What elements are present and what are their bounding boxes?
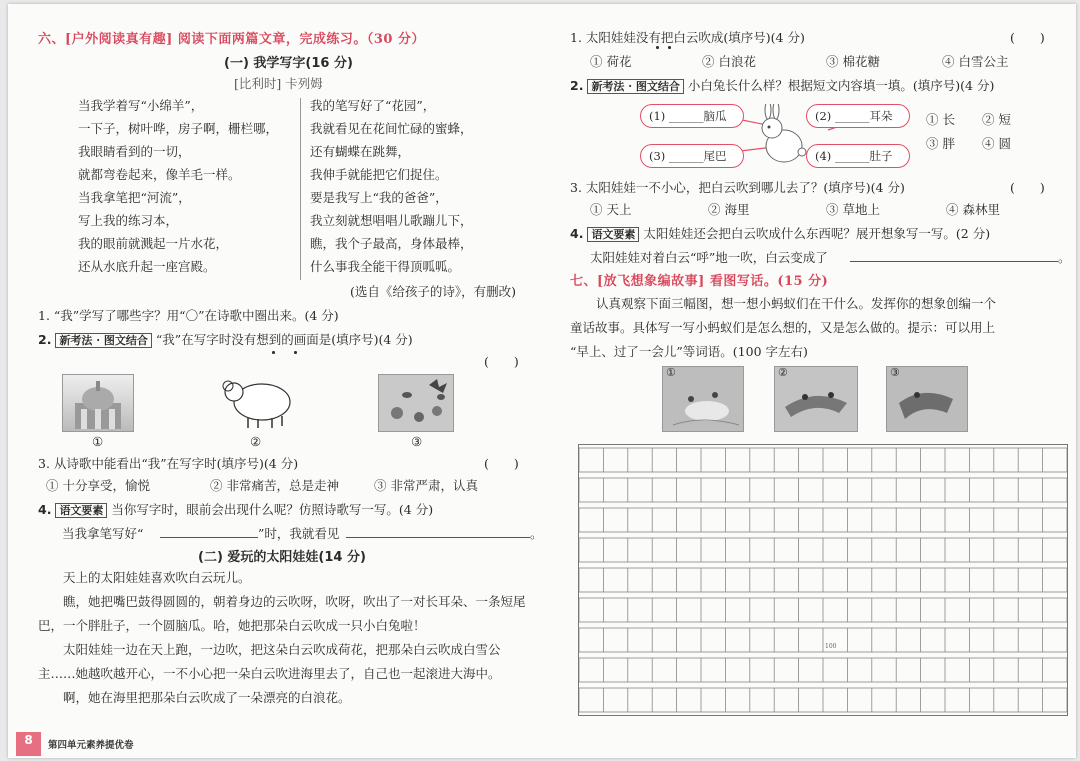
- emphasis-dot: [272, 351, 275, 354]
- question-2-text: “我”在写字时没有想到的画面是(填序号)(4 分): [155, 332, 413, 347]
- r-question-4: 4. 语文要素 太阳娃娃还会把白云吹成什么东西呢？展开想象写一写。(2 分): [570, 226, 991, 241]
- answer-line[interactable]: [160, 537, 258, 538]
- rabbit-icon: [754, 104, 808, 168]
- r-question-1: 1. 太阳娃娃没有把白云吹成(填序号)(4 分): [570, 30, 805, 45]
- option: ② 短: [982, 112, 1011, 127]
- exam-page: [8, 4, 1076, 758]
- garden-icon: [379, 375, 453, 431]
- option: ③ 非常严肃，认真: [374, 478, 478, 493]
- fill-b: ”时，我就看见: [258, 526, 340, 541]
- emphasis-dot: [294, 351, 297, 354]
- pic-label: ③: [890, 366, 900, 379]
- poem-line: 就都弯卷起来，像羊毛一样。: [78, 167, 241, 182]
- poem-line: 瞧，我个子最高，身体最棒，: [310, 236, 473, 251]
- option: ① 天上: [590, 202, 632, 217]
- story-paragraph: 啊，她在海里把那朵白云吹成了一朵漂亮的白浪花。: [63, 690, 351, 705]
- emphasis-dot: [656, 46, 659, 49]
- question-2: 2. 新考法 · 图文结合 “我”在写字时没有想到的画面是(填序号)(4 分): [38, 332, 413, 347]
- section7-title: 七、[放飞想象编故事] 看图写话。(15 分): [570, 274, 829, 289]
- sheep-image: [218, 370, 298, 434]
- palace-image: [62, 374, 134, 432]
- grid-lines: [579, 445, 1067, 715]
- r-question-2: 2. 新考法 · 图文结合 小白兔长什么样？根据短文内容填一填。(填序号)(4 分): [570, 78, 995, 93]
- pic-label: ③: [411, 434, 423, 449]
- poem-line: 我的笔写好了“花园”，: [310, 98, 436, 113]
- instruction-line: 认真观察下面三幅图，想一想小蚂蚁们在干什么。发挥你的想象创编一个: [596, 296, 997, 311]
- section7-instructions: [570, 292, 1070, 364]
- poem-line: 我眼睛看到的一切，: [78, 144, 191, 159]
- question-tag: 新考法 · 图文结合: [587, 79, 684, 94]
- answer-paren[interactable]: ( ): [1010, 180, 1045, 195]
- poem-line: 当我拿笔把“河流”，: [78, 190, 191, 205]
- answer-line[interactable]: [346, 537, 530, 538]
- r-question-2-text: 小白兔长什么样？根据短文内容填一填。(填序号)(4 分): [687, 78, 995, 93]
- poem-line: 要是我写上“我的爸爸”，: [310, 190, 448, 205]
- option: ④ 白雪公主: [942, 54, 1009, 69]
- poem-line: 还有蝴蝶在跳舞，: [310, 144, 411, 159]
- emphasis-dot: [668, 46, 671, 49]
- instruction-line: “早上、过了一会儿”等词语。(100 字左右): [570, 344, 808, 359]
- option: ① 荷花: [590, 54, 632, 69]
- bubble-belly[interactable]: (4) ______肚子: [806, 144, 910, 168]
- poem-left: [78, 94, 278, 278]
- poem-line: 什么事我全能干得顶呱呱。: [310, 259, 461, 274]
- answer-paren[interactable]: ( ): [484, 456, 519, 471]
- option: ③ 草地上: [826, 202, 880, 217]
- r-fill: 太阳娃娃对着白云“呼”地一吹，白云变成了: [590, 250, 828, 265]
- sheep-icon: [218, 370, 298, 430]
- instruction-line: 童话故事。具体写一写小蚂蚁们是怎么想的，又是怎么做的。提示：可以用上: [570, 320, 996, 335]
- bubble-ears[interactable]: (2) ______耳朵: [806, 104, 910, 128]
- option: ③ 胖: [926, 136, 955, 151]
- poem-source: (选自《给孩子的诗》，有删改): [350, 284, 517, 299]
- page-number: 8: [24, 733, 33, 747]
- bubble-tail[interactable]: (3) ______尾巴: [640, 144, 744, 168]
- poem-line: 我的眼前就溅起一片水花，: [78, 236, 229, 251]
- option: ② 海里: [708, 202, 750, 217]
- question-tag: 语文要素: [55, 503, 107, 518]
- poem-author: [比利时] 卡列姆: [234, 76, 323, 91]
- pic-label: ①: [92, 434, 104, 449]
- story-paragraph: 天上的太阳娃娃喜欢吹白云玩儿。: [63, 570, 251, 585]
- pic-label: ②: [250, 434, 262, 449]
- grid-count-mark: 100: [825, 643, 837, 650]
- part1-title: (一) 我学写字(16 分): [224, 56, 353, 71]
- option: ① 长: [926, 112, 955, 127]
- answer-paren[interactable]: ( ): [1010, 30, 1045, 45]
- option: ③ 棉花糖: [826, 54, 880, 69]
- option: ④ 圆: [982, 136, 1011, 151]
- option: ④ 森林里: [946, 202, 1000, 217]
- story: [38, 566, 534, 710]
- question-1: 1. “我”学写了哪些字？用“〇”在诗歌中圈出来。(4 分): [38, 308, 339, 323]
- question-4-text: 当你写字时，眼前会出现什么呢？仿照诗歌写一写。(4 分): [111, 502, 434, 517]
- poem-line: 当我学着写“小绵羊”，: [78, 98, 204, 113]
- r-question-3: 3. 太阳娃娃一不小心，把白云吹到哪儿去了？(填序号)(4 分): [570, 180, 905, 195]
- option: ② 白浪花: [702, 54, 756, 69]
- answer-paren[interactable]: ( ): [484, 354, 519, 369]
- fill-end: 。: [1058, 250, 1071, 265]
- option: ① 十分享受，愉悦: [46, 478, 150, 493]
- poem-line: 还从水底升起一座宫殿。: [78, 259, 216, 274]
- option: ② 非常痛苦，总是走神: [210, 478, 339, 493]
- bubble-head[interactable]: (1) ______脑瓜: [640, 104, 744, 128]
- question-4: 4. 语文要素 当你写字时，眼前会出现什么呢？仿照诗歌写一写。(4 分): [38, 502, 434, 517]
- story-paragraph: 瞧，她把嘴巴鼓得圆圆的，朝着身边的云吹呀，吹呀，吹出了一对长耳朵、一条短尾巴，一个胖肚子，一个圆脑瓜。哈，她把那朵白云吹成一只小白兔啦！: [38, 594, 526, 633]
- poem-right: [310, 94, 473, 278]
- footer-title: 第四单元素养提优卷: [48, 740, 134, 751]
- bees-butterflies-image: [378, 374, 454, 432]
- section6-title: 六、[户外阅读真有趣] 阅读下面两篇文章，完成练习。（30 分）: [38, 32, 425, 47]
- fill-a: 当我拿笔写好“: [62, 526, 144, 541]
- poem-line: 写上我的练习本，: [78, 213, 179, 228]
- question-3: 3. 从诗歌中能看出“我”在写字时(填序号)(4 分): [38, 456, 299, 471]
- r-question-4-text: 太阳娃娃还会把白云吹成什么东西呢？展开想象写一写。(2 分): [643, 226, 991, 241]
- fill-end: 。: [530, 526, 543, 541]
- poem-divider: [300, 98, 301, 280]
- poem-line: 我伸手就能把它们捉住。: [310, 167, 448, 182]
- pic-label: ②: [778, 366, 788, 379]
- answer-line[interactable]: [850, 261, 1058, 262]
- question-tag: 新考法 · 图文结合: [55, 333, 152, 348]
- poem-line: 我就看见在花间忙碌的蜜蜂，: [310, 121, 473, 136]
- question-tag: 语文要素: [587, 227, 639, 242]
- part2-title: (二) 爱玩的太阳娃娃(14 分): [198, 550, 366, 565]
- story-paragraph: 太阳娃娃一边在天上跑，一边吹，把这朵白云吹成荷花，把那朵白云吹成白雪公主……她越吹越开心，一不小心把一朵白云吹进海里去了，自己也一起滚进大海中。: [38, 642, 501, 681]
- pic-label: ①: [666, 366, 676, 379]
- poem-line: 一下子，树叶哗，房子啊，栅栏哪，: [78, 121, 279, 136]
- writing-grid[interactable]: [578, 444, 1068, 716]
- palace-icon: [63, 375, 133, 431]
- poem-line: 我立刻就想唱唱儿歌蹦儿下，: [310, 213, 473, 228]
